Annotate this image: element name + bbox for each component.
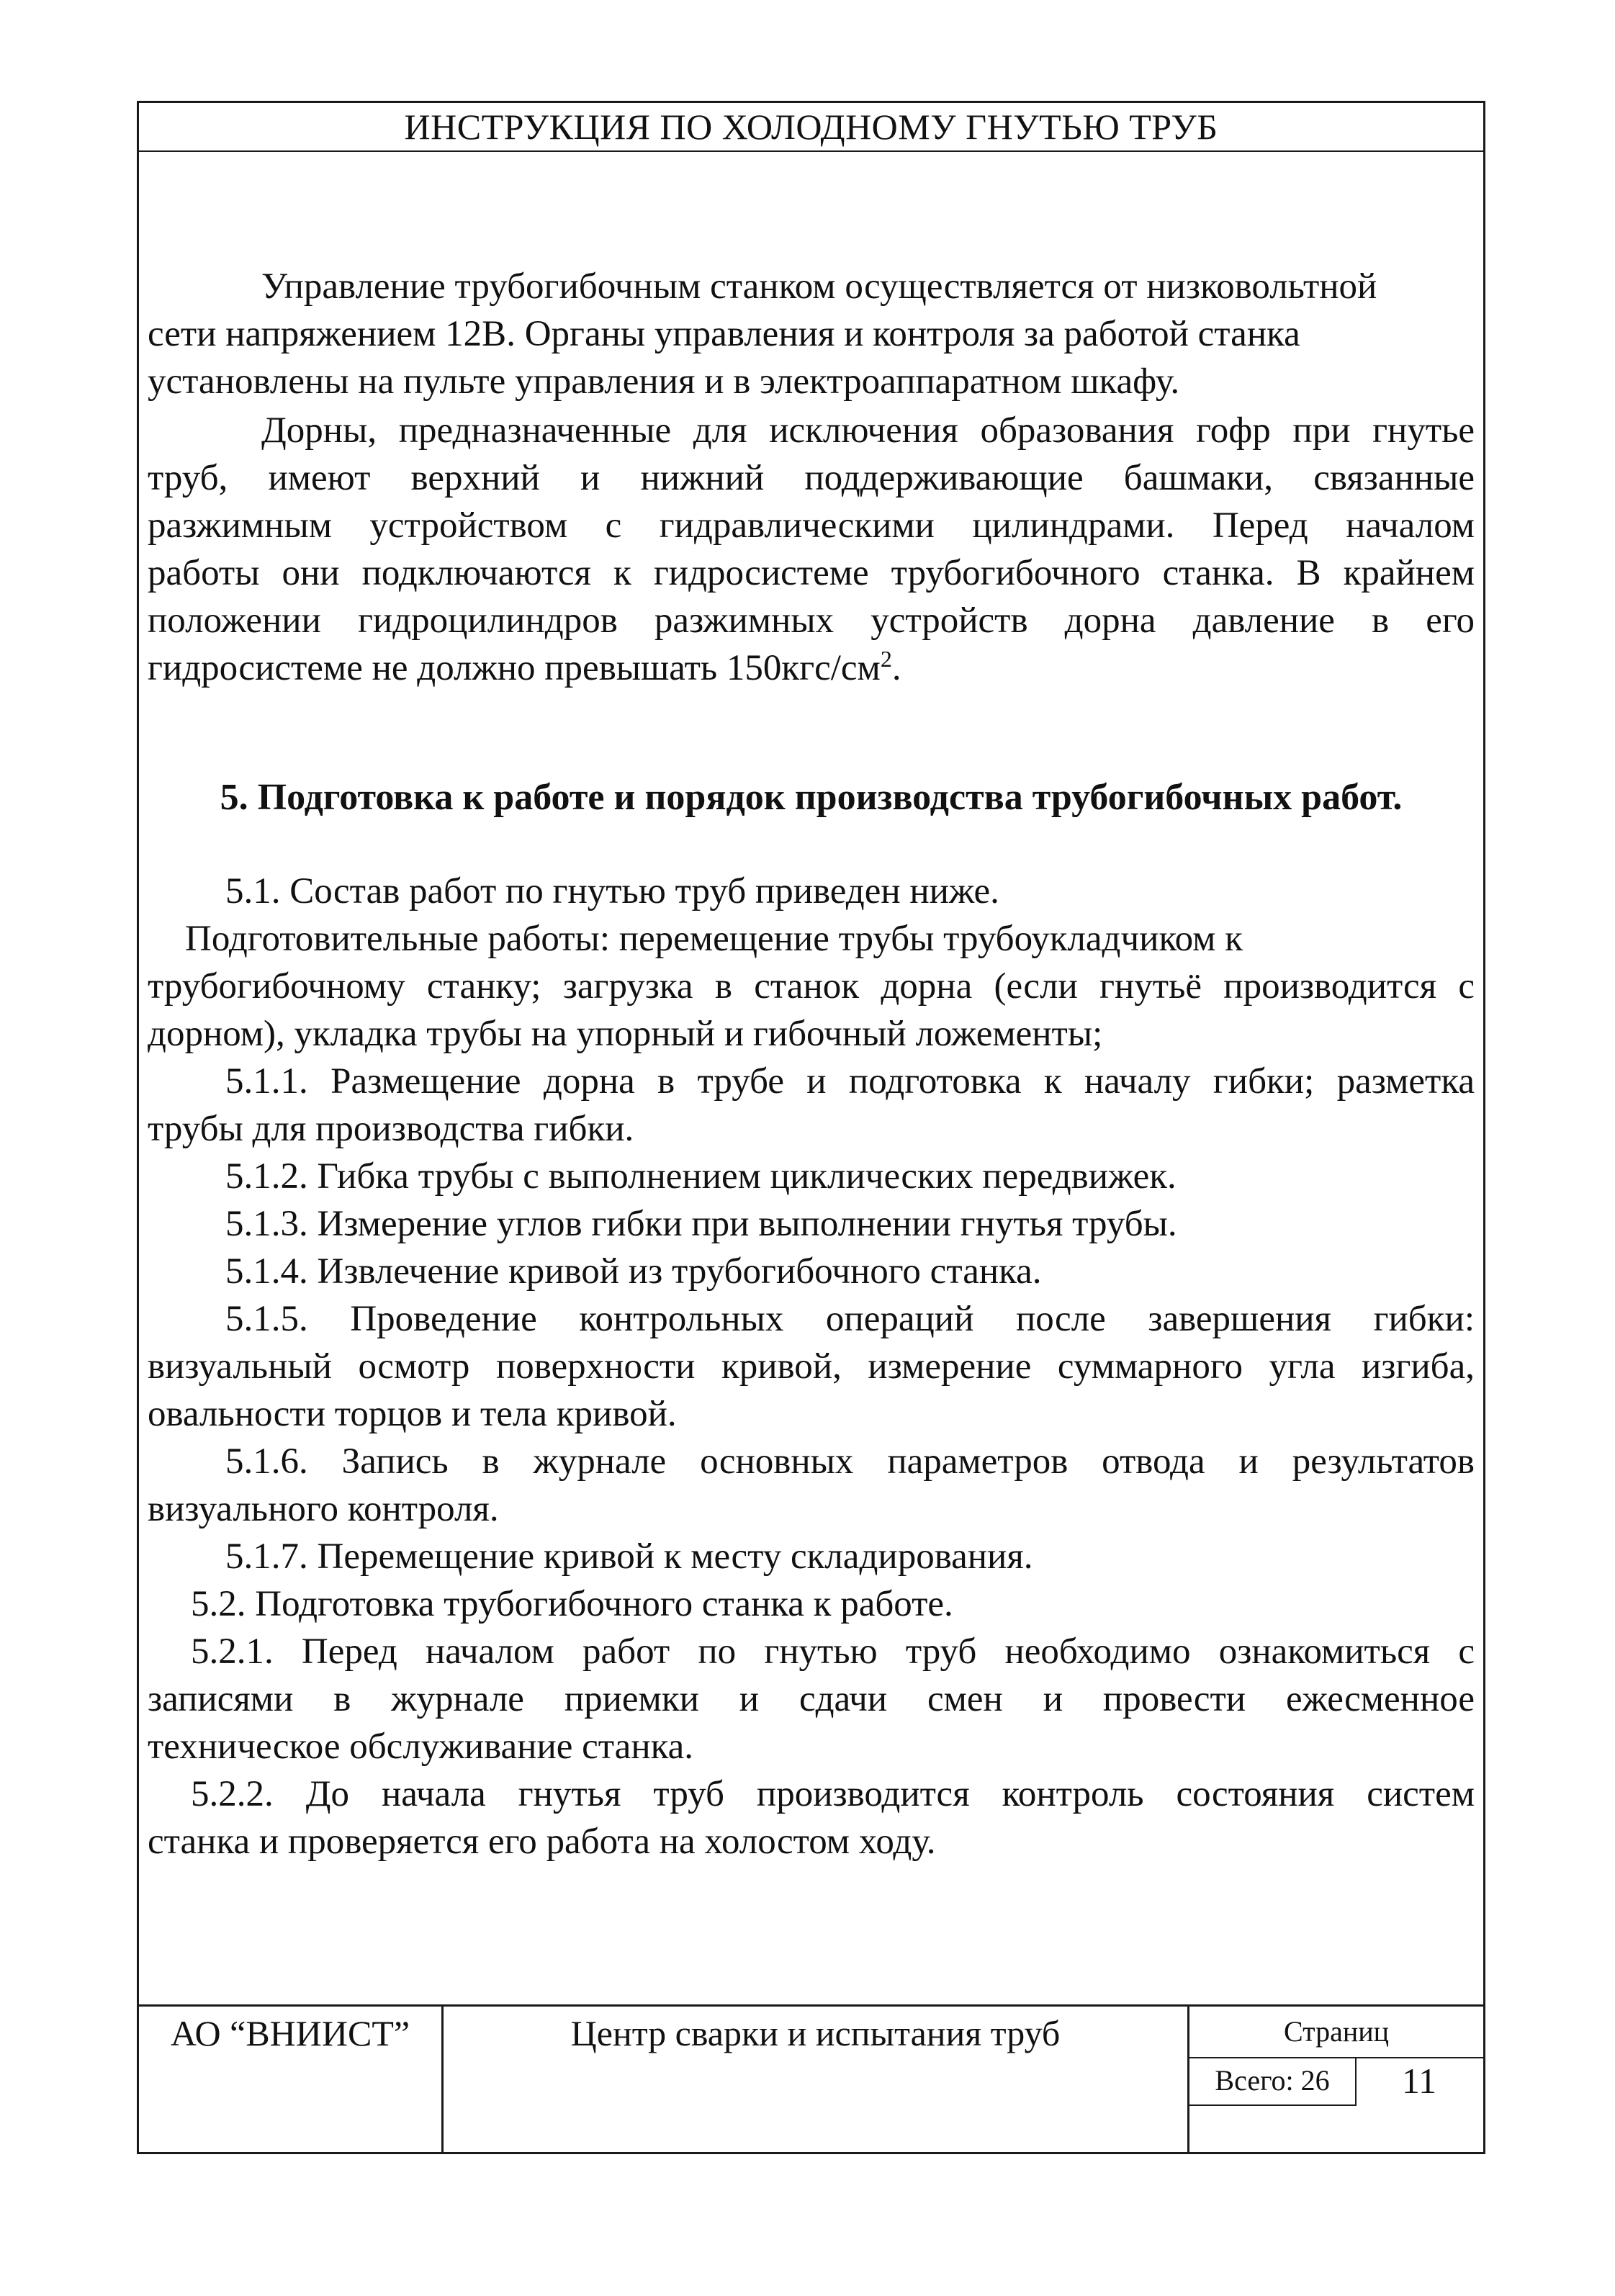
text-line: труб, имеют верхний и нижний поддерживающие башмаки, связанные (148, 458, 1475, 498)
text-line: 5.1.6. Запись в журнале основных параметров отвода и результатов (225, 1441, 1475, 1482)
text-line: 5.1.4. Извлечение кривой из трубогибочного станка. (225, 1251, 1042, 1292)
department-cell (444, 2007, 1189, 2152)
text-line: 5.2. Подготовка трубогибочного станка к работе. (191, 1584, 953, 1624)
org-cell (139, 2007, 444, 2152)
department-name: Центр сварки и испытания труб (570, 2013, 1061, 2053)
document-frame (137, 101, 1485, 2154)
text-line: техническое обслуживание станка. (148, 1726, 694, 1767)
text-line: визуального контроля. (148, 1489, 499, 1529)
document-title: ИНСТРУКЦИЯ ПО ХОЛОДНОМУ ГНУТЬЮ ТРУБ (139, 103, 1483, 152)
document-body (148, 155, 1475, 2084)
text-line: 5.1.2. Гибка трубы с выполнением циклических передвижек. (225, 1156, 1177, 1197)
text-line: дорном), укладка трубы на упорный и гибочный ложементы; (148, 1014, 1103, 1054)
text-line: Дорны, предназначенные для исключения образования гофр при гнутье (261, 410, 1475, 451)
text-line: визуальный осмотр поверхности кривой, измерение суммарного угла изгиба, (148, 1346, 1475, 1387)
text-line: трубогибочному станку; загрузка в станок дорна (если гнутьё производится с (148, 966, 1475, 1007)
text-line: 5.2.2. До начала гнутья труб производится контроль состояния систем (191, 1774, 1475, 1814)
text-line: 5.1. Состав работ по гнутью труб приведен ниже. (225, 871, 999, 911)
text-line: 5.1.5. Проведение контрольных операций после завершения гибки: (225, 1299, 1475, 1339)
text-line: разжимным устройством с гидравлическими цилиндрами. Перед началом (148, 505, 1475, 546)
text-line: 5.1.3. Измерение углов гибки при выполнении гнутья трубы. (225, 1204, 1177, 1244)
org-name: АО “ВНИИСТ” (170, 2013, 410, 2053)
text-line: Подготовительные работы: перемещение трубы трубоукладчиком к (185, 919, 1243, 959)
pages-total: Всего: 26 (1189, 2057, 1357, 2106)
text-line: установлены на пульте управления и в электроаппаратном шкафу. (148, 361, 1180, 402)
text-line: Управление трубогибочным станком осуществляется от низковольтной (261, 266, 1377, 307)
text-line: 5.1.1. Размещение дорна в трубе и подготовка к началу гибки; разметка (225, 1061, 1475, 1102)
section-heading: 5. Подготовка к работе и порядок производства трубогибочных работ. (220, 777, 1403, 818)
page-number: 11 (1401, 2061, 1437, 2101)
text-line: 5.1.7. Перемещение кривой к месту складирования. (225, 1536, 1033, 1577)
text-line: записями в журнале приемки и сдачи смен и провести ежесменное (148, 1679, 1475, 1719)
text-line: положении гидроцилиндров разжимных устройств дорна давление в его (148, 600, 1475, 641)
text-line: сети напряжением 12В. Органы управления и контроля за работой станка (148, 314, 1300, 354)
pages-label: Страниц (1189, 2007, 1483, 2058)
title-block (139, 2004, 1483, 2152)
pages-cell (1189, 2007, 1483, 2152)
text-line: станка и проверяется его работа на холостом ходу. (148, 1822, 936, 1862)
text-line: трубы для производства гибки. (148, 1109, 634, 1149)
text-line: овальности торцов и тела кривой. (148, 1394, 677, 1434)
text-line: 5.2.1. Перед началом работ по гнутью труб необходимо ознакомиться с (191, 1631, 1475, 1672)
text-line: работы они подключаются к гидросистеме трубогибочного станка. В крайнем (148, 553, 1475, 593)
text-line: гидросистеме не должно превышать $150кгс/см^2$. (148, 646, 901, 688)
